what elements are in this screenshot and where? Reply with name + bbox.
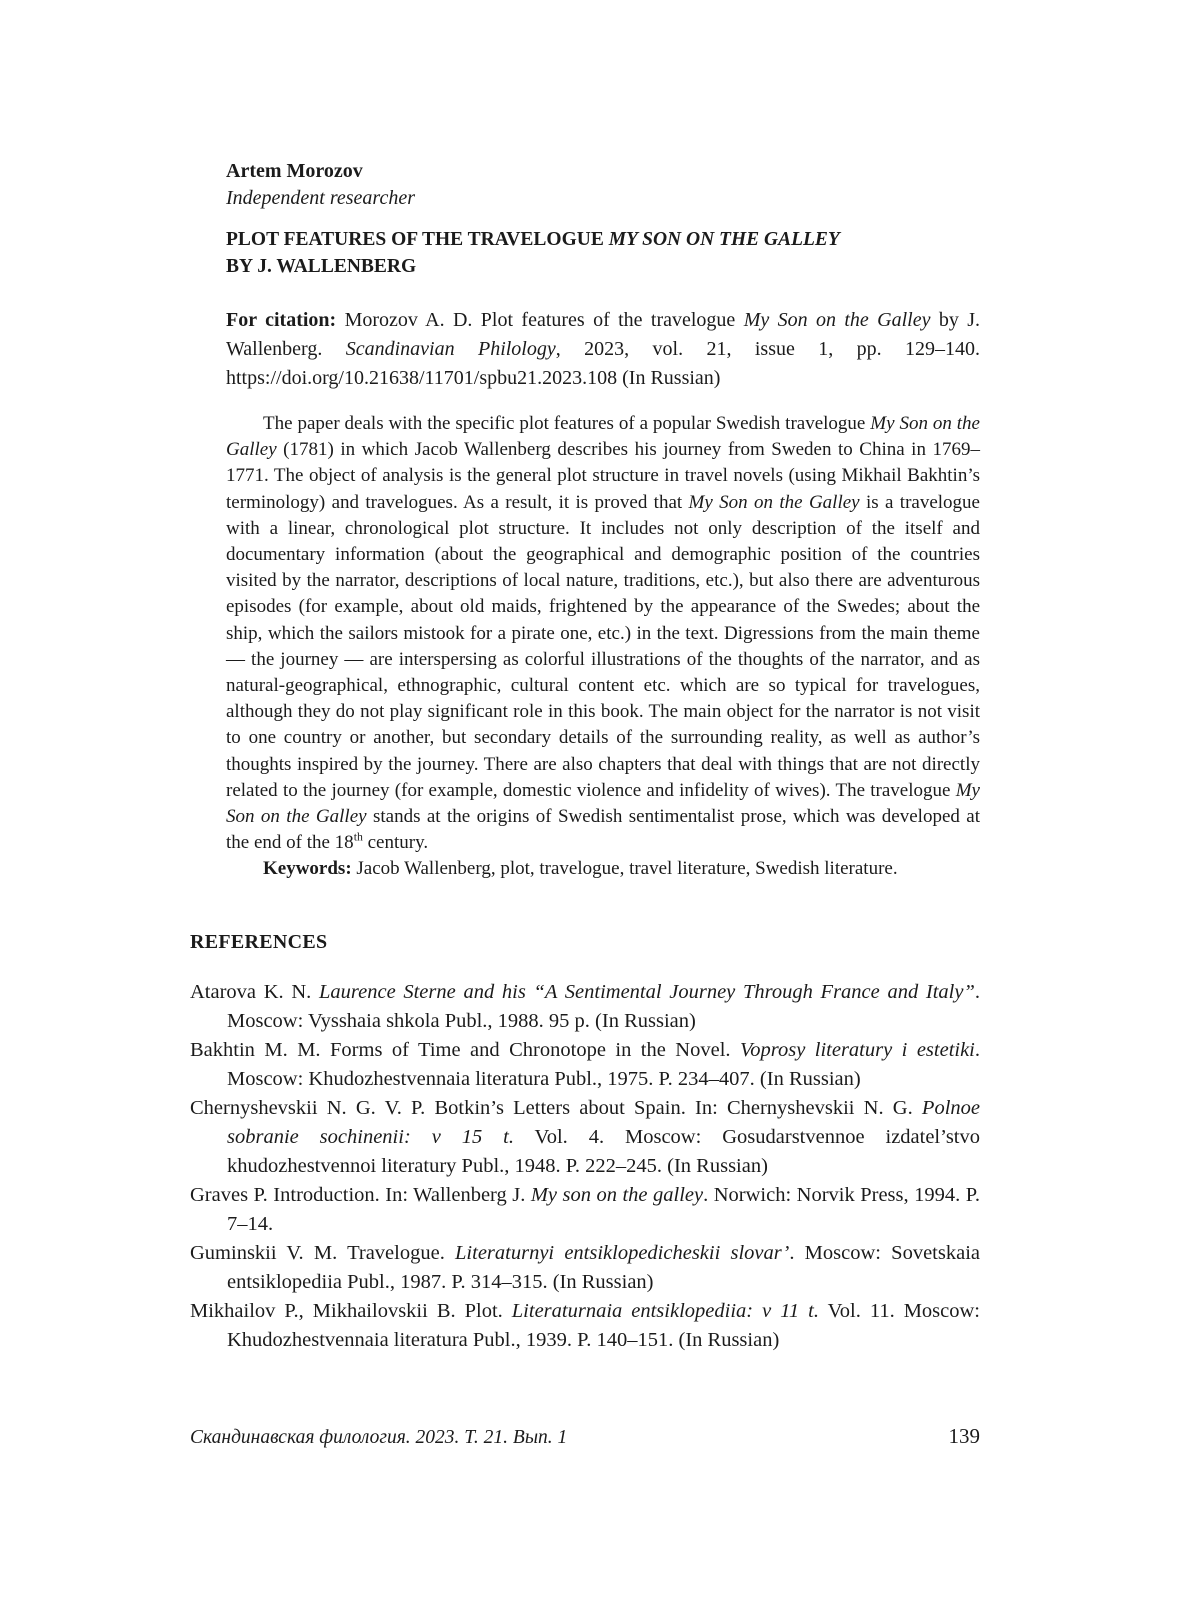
article-header [226,158,980,280]
references-heading: REFERENCES [190,930,328,953]
reference-item: Atarova K. N. Laurence Sterne and his “A Sentimental Journey Through France and Italy”. Moscow: Vysshaia shkola Publ., 1988. 95 p. (In Russian) [190,980,980,1032]
article-title [226,226,980,280]
reference-item: Mikhailov P., Mikhailovskii B. Plot. Literaturnaia entsiklopediia: v 11 t. Vol. 11. Moscow: Khudozhestvennaia literatura Publ., 1939. P. 140–151. (In Russian) [190,1299,981,1351]
citation-paragraph: For citation: Morozov A. D. Plot features of the travelogue My Son on the Galley by J. Wallenberg. Scandinavian Philology, 2023, vol. 21, issue 1, pp. 129–140. https://doi.org/10.21638/11701/spbu21.2023.108 (In Russian) [226,309,981,389]
article-title-line2: BY J. WALLENBERG [226,256,417,277]
reference-item: Chernyshevskii N. G. V. P. Botkin’s Letters about Spain. In: Chernyshevskii N. G. Polnoe sobranie sochinenii: v 15 t. Vol. 4. Moscow: Gosudarstvennoe izdatel’stvo khudozhestvennoi literatury Publ., 1948. P. 222–245. (In Russian) [190,1096,981,1177]
abstract-paragraph: The paper deals with the specific plot features of a popular Swedish travelogue My Son on the Galley (1781) in which Jacob Wallenberg describes his journey from Sweden to China in 1769–1771. The object of analysis is the general plot structure in travel novels (using Mikhail Bakhtin’s terminology) and travelogues. As a result, it is proved that My Son on the Galley is a travelogue with a linear, chronological plot structure. It includes not only description of the itself and documentary information (about the geographical and demographic position of the countries visited by the narrator, descriptions of local nature, traditions, etc.), but also there are adventurous episodes (for example, about old maids, frightened by the appearance of the Swedes; about the ship, which the sailors mistook for a pirate one, etc.) in the text. Digressions from the main theme — the journey — are interspersing as colorful illustrations of the thoughts of the narrator, and as natural-geographical, ethnographic, cultural content etc. which are so typical for travelogues, although they do not play significant role in this book. The main object for the narrator is not visit to one country or another, but secondary details of the surrounding reality, as well as author’s thoughts inspired by the journey. There are also chapters that deal with things that are not directly related to the journey (for example, domestic violence and infidelity of wives). The travelogue My Son on the Galley stands at the origins of Swedish sentimentalist prose, which was developed at the end of the 18th century. [226,413,981,854]
reference-item: Bakhtin M. M. Forms of Time and Chronotope in the Novel. Voprosy literatury i estetiki. Moscow: Khudozhestvennaia literatura Publ., 1975. P. 234–407. (In Russian) [190,1038,981,1090]
keywords-paragraph: Keywords: Jacob Wallenberg, plot, travelogue, travel literature, Swedish literature. [263,858,898,880]
footer-journal-info: Скандинавская филология. 2023. Т. 21. Вып. 1 [190,1427,568,1448]
author-name: Artem Morozov [226,160,363,182]
author-affiliation: Independent researcher [226,187,416,209]
footer-page-number: 139 [948,1424,980,1448]
references-list [190,978,980,1355]
article-title-line1: PLOT FEATURES OF THE TRAVELOGUE MY SON ON THE GALLEY [226,229,840,250]
reference-item: Guminskii V. M. Travelogue. Literaturnyi entsiklopedicheskii slovar’. Moscow: Sovetskaia entsiklopediia Publ., 1987. P. 314–315. (In Russian) [190,1241,980,1293]
reference-item: Graves P. Introduction. In: Wallenberg J. My son on the galley. Norwich: Norvik Press, 1994. P. 7–14. [190,1183,980,1235]
page-footer [190,1424,980,1449]
